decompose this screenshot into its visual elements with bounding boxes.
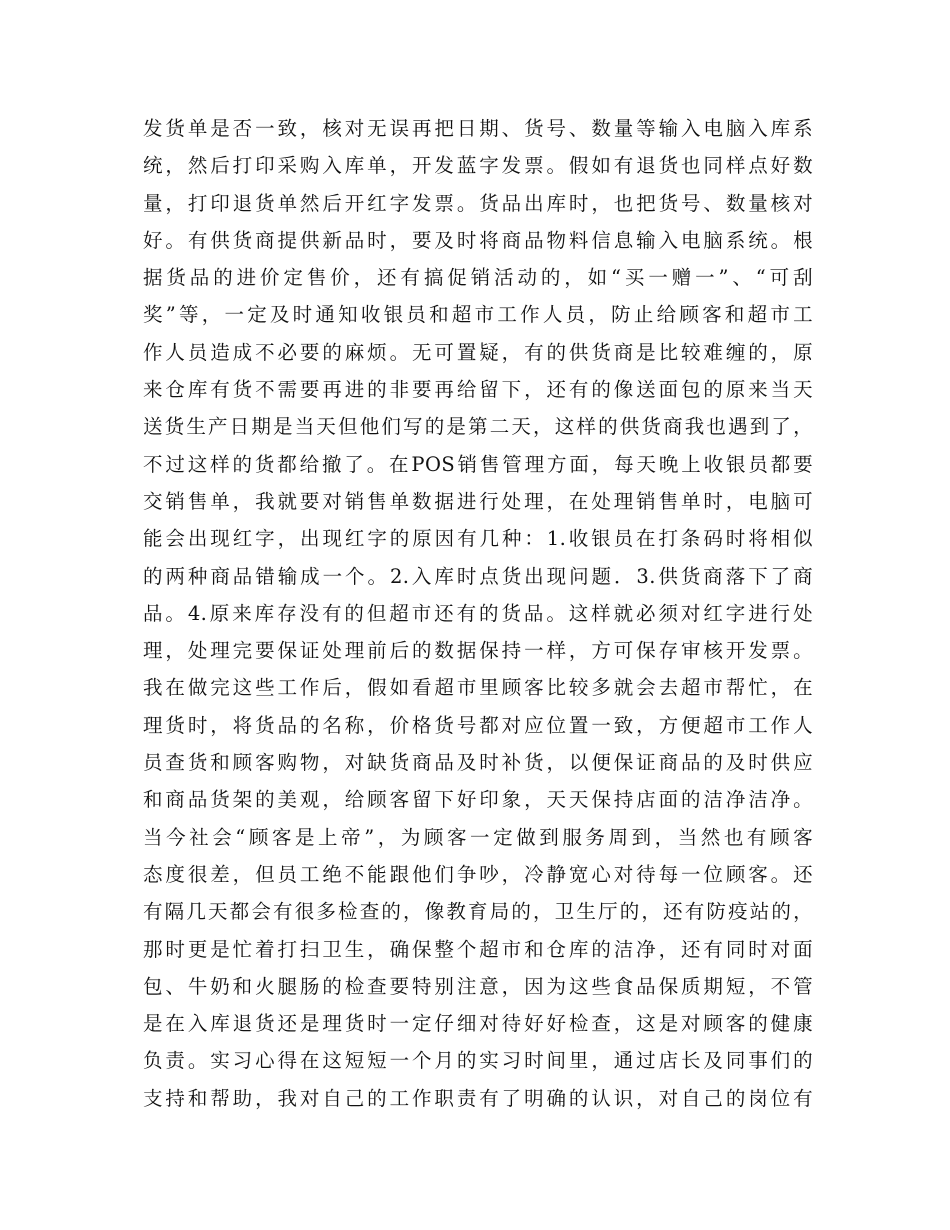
text-line: 品。4.原来库存没有的但超市还有的货品。这样就必须对红字进行处: [143, 601, 813, 625]
text-line: 来仓库有货不需要再进的非要再给留下，还有的像送面包的原来当天: [143, 378, 813, 402]
text-line: 包、牛奶和火腿肠的检查要特别注意，因为这些食品保质期短，不管: [143, 974, 813, 998]
text-line: 统，然后打印采购入库单，开发蓝字发票。假如有退货也同样点好数: [143, 154, 813, 178]
text-line: 交销售单，我就要对销售单数据进行处理，在处理销售单时，电脑可: [143, 489, 813, 513]
text-line: 那时更是忙着打扫卫生，确保整个超市和仓库的洁净，还有同时对面: [143, 937, 813, 961]
text-line: 能会出现红字，出现红字的原因有几种：1.收银员在打条码时将相似: [143, 527, 813, 551]
text-line: 理货时，将货品的名称，价格货号都对应位置一致，方便超市工作人: [143, 713, 813, 737]
text-line: 好。有供货商提供新品时，要及时将商品物料信息输入电脑系统。根: [143, 228, 813, 252]
text-line: 是在入库退货还是理货时一定仔细对待好好检查，这是对顾客的健康: [143, 1012, 813, 1036]
text-line: 送货生产日期是当天但他们写的是第二天，这样的供货商我也遇到了，: [143, 415, 813, 439]
text-line: 员查货和顾客购物，对缺货商品及时补货，以便保证商品的及时供应: [143, 751, 813, 775]
text-line: 支持和帮助，我对自己的工作职责有了明确的认识，对自己的岗位有: [143, 1086, 813, 1110]
text-line: 我在做完这些工作后，假如看超市里顾客比较多就会去超市帮忙，在: [143, 676, 813, 700]
text-line: 的两种商品错输成一个。2.入库时点货出现问题．3.供货商落下了商: [143, 564, 813, 588]
text-line: 和商品货架的美观，给顾客留下好印象，天天保持店面的洁净洁净。: [143, 788, 813, 812]
text-line: 奖”等，一定及时通知收银员和超市工作人员，防止给顾客和超市工: [143, 303, 813, 327]
text-line: 当今社会“顾客是上帝”，为顾客一定做到服务周到，当然也有顾客: [143, 825, 813, 849]
text-line: 态度很差，但员工绝不能跟他们争吵，冷静宽心对待每一位顾客。还: [143, 862, 813, 886]
text-line: 有隔几天都会有很多检查的，像教育局的，卫生厅的，还有防疫站的，: [143, 900, 813, 924]
text-line: 作人员造成不必要的麻烦。无可置疑，有的供货商是比较难缠的，原: [143, 340, 813, 364]
text-line: 理，处理完要保证处理前后的数据保持一样，方可保存审核开发票。: [143, 639, 813, 663]
text-line: 量，打印退货单然后开红字发票。货品出库时，也把货号、数量核对: [143, 191, 813, 215]
text-line: 不过这样的货都给撤了。在POS销售管理方面，每天晚上收银员都要: [143, 452, 813, 476]
text-line: 据货品的进价定售价，还有搞促销活动的，如“买一赠一”、“可刮: [143, 266, 813, 290]
body-text: [143, 110, 813, 1117]
text-line: 发货单是否一致，核对无误再把日期、货号、数量等输入电脑入库系: [143, 117, 813, 140]
text-line: 负责。实习心得在这短短一个月的实习时间里，通过店长及同事们的: [143, 1049, 813, 1073]
